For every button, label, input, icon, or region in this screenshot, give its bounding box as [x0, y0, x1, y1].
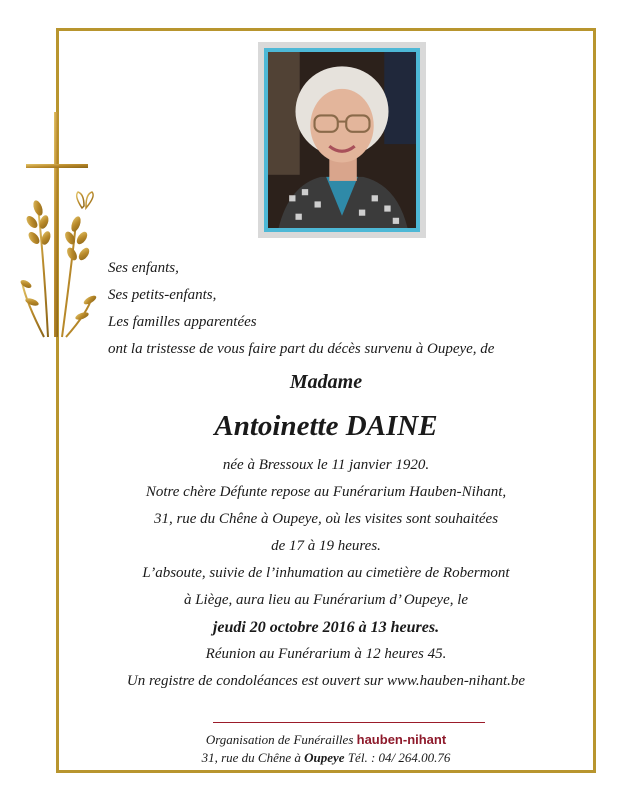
intro-line-1: Ses enfants,	[108, 260, 179, 276]
ceremony-date: jeudi 20 octobre 2016 à 13 heures.	[212, 619, 440, 636]
reunion-line: Réunion au Funérarium à 12 heures 45.	[205, 646, 447, 662]
footer-phone: Tél. : 04/ 264.00.76	[347, 750, 451, 765]
absoute-line: L’absoute, suivie de l’inhumation au cimetière de Robermont	[142, 565, 510, 581]
intro-line-3: Les familles apparentées	[108, 314, 257, 330]
portrait-frame	[258, 42, 426, 238]
location-line: à Liège, aura lieu au Funérarium d’ Oupeye, le	[183, 592, 469, 608]
intro-line-4: ont la tristesse de vous faire part du décès survenu à Oupeye, de	[108, 341, 495, 357]
portrait-border	[264, 48, 420, 232]
butterfly-icon	[77, 192, 93, 208]
portrait-photo	[268, 52, 416, 228]
footer-address	[56, 750, 596, 766]
birth-line: née à Bressoux le 11 janvier 1920.	[222, 457, 430, 473]
address-line: 31, rue du Chêne à Oupeye, où les visites sont souhaitées	[153, 511, 499, 527]
deceased-name: Antoinette DAINE	[214, 410, 438, 442]
footer-town: Oupeye	[304, 750, 345, 765]
wheat-ornament-icon	[18, 112, 102, 352]
visit-hours-line: de 17 à 19 heures.	[271, 538, 381, 554]
title-madame: Madame	[289, 371, 363, 393]
repose-line: Notre chère Défunte repose au Funérarium Hauben-Nihant,	[145, 484, 507, 500]
footer-address-prefix: 31, rue du Chêne à	[201, 750, 301, 765]
footer-organisation	[56, 732, 596, 748]
footer-org-prefix: Organisation de Funérailles	[205, 732, 354, 747]
intro-line-2: Ses petits-enfants,	[108, 287, 217, 303]
brand-logo: hauben-nihant	[356, 732, 447, 747]
registry-line: Un registre de condoléances est ouvert sur www.hauben-nihant.be	[126, 673, 526, 689]
footer-divider	[213, 722, 485, 723]
